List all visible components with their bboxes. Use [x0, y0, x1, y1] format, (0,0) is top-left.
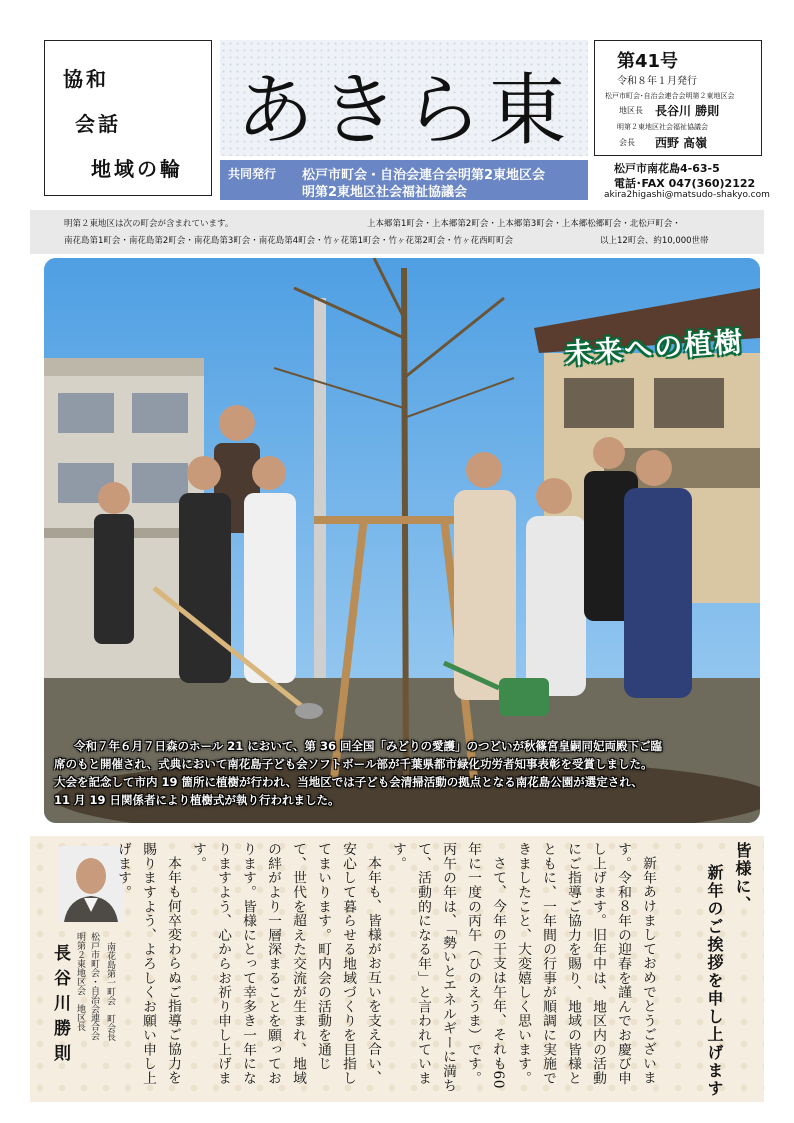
address: 松戸市南花島4-63-5 [614, 162, 720, 175]
publisher-name-2: 明第2東地区社会福祉協議会 [302, 185, 468, 200]
issue-number: 第41号 [617, 51, 679, 72]
issue-name-2: 西野 髙嶺 [655, 136, 708, 150]
issue-name-1: 長谷川 勝則 [655, 104, 720, 118]
caption-line-1: 令和７年６月７日森のホール 21 において、第 36 回全国「みどりの愛護」のつどいが秋篠宮皇嗣同妃両殿下ご臨 [74, 739, 663, 753]
signer-name: 長谷川勝則 [50, 944, 70, 1069]
signer-org-2: 明第２東地区会 地区長 [75, 932, 85, 1031]
motto-line-3: 地域の輪 [91, 157, 183, 181]
caption-line-4: 11 月 19 日関係者により植樹式が執り行われました。 [54, 793, 340, 807]
issue-org-1: 松戸市町会･自治会連合会明第２東地区会 [605, 92, 735, 100]
greeting-heading-1: 皆様に、 [733, 842, 752, 914]
issue-info-box [594, 40, 762, 156]
issue-org-2: 明第２東地区社会福祉協議会 [617, 123, 708, 131]
publisher-bar [220, 160, 588, 200]
issue-role-1: 地区長 [619, 106, 643, 115]
greeting-heading-2: 新年のご挨拶を申し上げます [705, 864, 724, 1098]
issue-date: 令和８年１月発行 [617, 76, 697, 87]
caption-line-2: 席のもと開催され、式典において南花島子ども会ソフトボール部が千葉県都市緑化功労者知事表彰を受賞しました。 [54, 757, 653, 771]
motto-box [44, 40, 212, 196]
town-list-band [30, 210, 764, 254]
photo-headline: 未来への植樹 [563, 325, 746, 371]
newsletter-title-panel [220, 40, 588, 156]
phone-fax: 電話･FAX 047(360)2122 [614, 177, 756, 190]
town-list-row-1: 上本郷第1町会・上本郷第2町会・上本郷第3町会・上本郷松郷町会・北松戸町会・ [367, 219, 681, 229]
town-list-intro: 明第２東地区は次の町会が含まれています。 [64, 219, 234, 229]
tree-planting-photo [44, 258, 760, 823]
town-list-row-2: 南花島第1町会・南花島第2町会・南花島第3町会・南花島第4町会・竹ヶ花第1町会・竹ヶ花第2町会・竹ヶ花西町町会 [64, 236, 513, 246]
greeting-paragraph-1: 新年あけましておめでとうございます。令和８年の迎春を謹んでお慶び申し上げます。旧年中は、地区内の活動にご指導ご協力を賜り、地域の皆様とともに、一年間の行事が順調に実施できましたこと、大変嬉しく思います。 [515, 842, 656, 1086]
publisher-label: 共同発行 [228, 167, 277, 181]
town-list-summary: 以上12町会、約10,000世帯 [600, 236, 709, 246]
greeting-paragraph-2: さて、今年の干支は午年、それも60年に一度の丙午（ひのえうま）です。丙午の年は、「勢いとエネルギーに満ちて、活動的になる年」と言われています。 [390, 842, 506, 1093]
greeting-paragraph-3: 本年も、皆様がお互いを支え合い、安心して暮らせる地域づくりを目指してまいります。町内会の活動を通じて、世代を超えた交流が生まれ、地域の絆がより一層深まることを願っております。皆様にとって幸多き一年になりますよう、心からお祈り申し上げます。 [190, 842, 381, 1086]
publisher-name-1: 松戸市町会・自治会連合会明第2東地区会 [302, 168, 546, 183]
newsletter-title: あきら東 [235, 66, 572, 156]
issue-role-2: 会長 [619, 138, 635, 147]
signer-org-1: 松戸市町会・自治会連合会 [89, 932, 99, 1040]
email-address[interactable]: akira2higashi@matsudo-shakyo.com [604, 190, 770, 200]
signer-org-3: 南花島第一町会 町会長 [105, 942, 115, 1041]
new-year-greeting-section [30, 836, 764, 1102]
greeting-heading [676, 842, 756, 1098]
greeting-paragraph-4: 本年も何卒変わらぬご指導ご協力を賜りますよう、よろしくお願い申し上げます。 [115, 842, 181, 1086]
caption-line-3: 大会を記念して市内 19 箇所に植樹が行われ、当地区では子ども会清掃活動の拠点となる南花島公園が選定され、 [54, 775, 643, 789]
greeting-body [115, 842, 660, 1098]
motto-line-2: 会話 [75, 112, 121, 136]
motto-line-1: 協和 [63, 67, 109, 91]
